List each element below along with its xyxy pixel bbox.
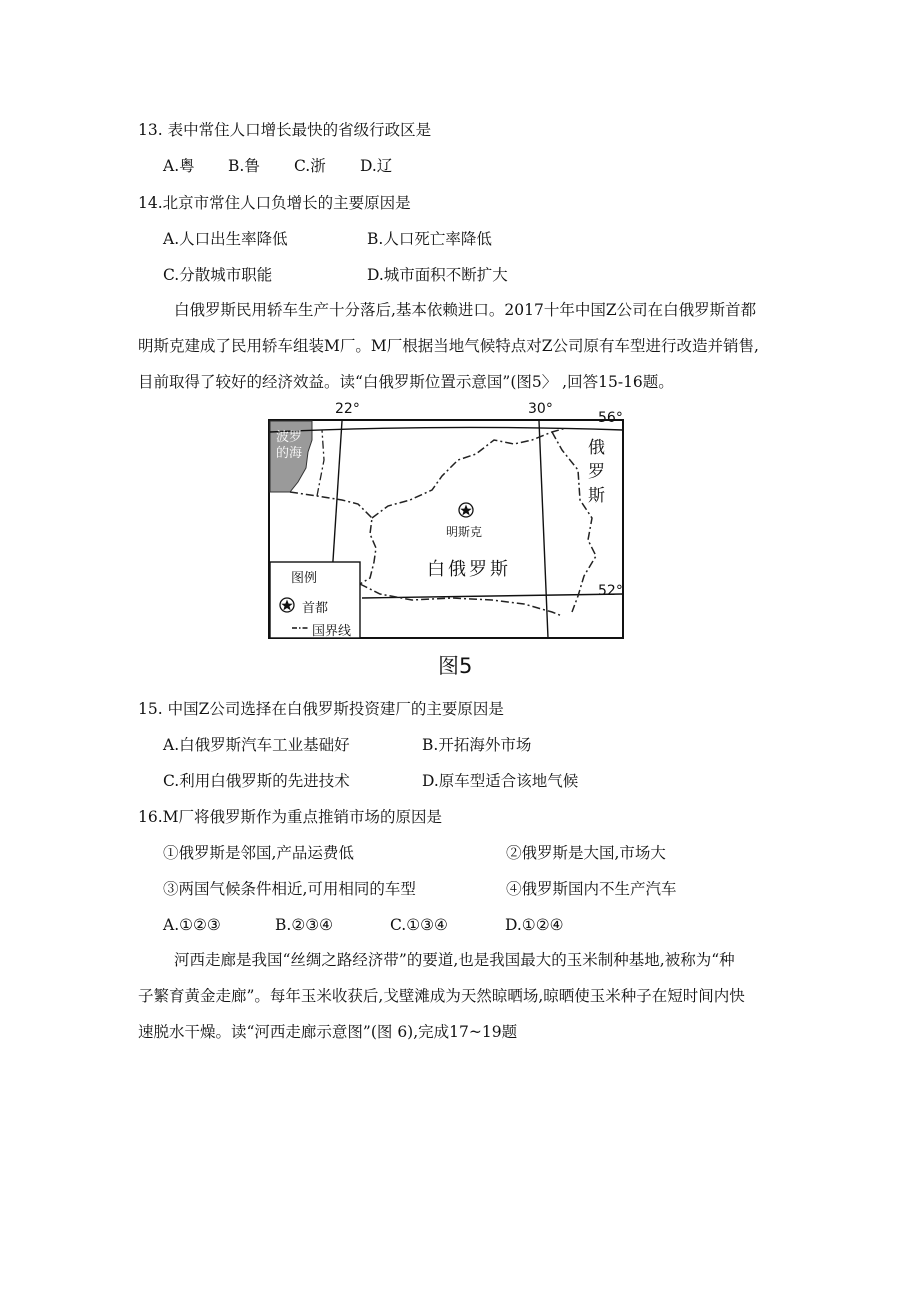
q16-item-1: ①俄罗斯是邻国,产品运费低 [163, 844, 354, 862]
capital-label: 明斯克 [446, 525, 483, 539]
passage-hexi [138, 942, 808, 1050]
map-svg [262, 400, 632, 685]
q14-option-b: B.人口死亡率降低 [367, 230, 492, 248]
legend-capital-label: 首都 [302, 601, 329, 616]
passage-belarus-line-1: 白俄罗斯民用轿车生产十分落后,基本依赖进口。2017十年中国Z公司在白俄罗斯首都 [174, 301, 757, 319]
q16-item-2: ②俄罗斯是大国,市场大 [506, 844, 666, 862]
q15-option-a: A.白俄罗斯汽车工业基础好 [163, 736, 350, 754]
q13-option-b: B.鲁 [228, 157, 260, 175]
figure-caption: 图5 [438, 654, 473, 678]
baltic-sea-label [276, 430, 302, 462]
russia-label-char-2: 罗 [588, 462, 605, 482]
legend-border-label: 国界线 [312, 624, 352, 639]
lat-label-56: 56° [598, 410, 623, 426]
passage-belarus [138, 292, 808, 400]
q13-option-a: A.粤 [163, 157, 195, 175]
q16-option-d: D.①②④ [505, 916, 564, 934]
q13-option-d: D.辽 [360, 157, 393, 175]
q15-option-d: D.原车型适合该地气候 [422, 772, 579, 790]
lon-label-30: 30° [528, 401, 553, 417]
passage-belarus-line-2: 明斯克建成了民用轿车组装M厂。M厂根据当地气候特点对Z公司原有车型进行改造并销售, [138, 337, 759, 355]
country-label: 白俄罗斯 [427, 559, 511, 580]
q16-item-4: ④俄罗斯国内不生产汽车 [506, 880, 677, 898]
q16-option-a: A.①②③ [163, 916, 221, 934]
q16-stem: 16.M厂将俄罗斯作为重点推销市场的原因是 [138, 808, 443, 826]
q14-option-c: C.分散城市职能 [163, 266, 273, 284]
baltic-sea-label-line-1: 波罗 [276, 430, 303, 445]
q14-stem: 14.北京市常住人口负增长的主要原因是 [138, 194, 411, 212]
lon-label-22: 22° [335, 401, 360, 417]
baltic-sea-label-line-2: 的海 [276, 446, 303, 461]
q14-option-d: D.城市面积不断扩大 [367, 266, 508, 284]
legend-title: 图例 [291, 571, 318, 586]
q16-option-c: C.①③④ [390, 916, 448, 934]
lat-label-52: 52° [598, 583, 623, 599]
russia-label-char-1: 俄 [588, 438, 605, 458]
q13-stem: 13. 表中常住人口增长最快的省级行政区是 [138, 121, 432, 139]
q16-option-b: B.②③④ [275, 916, 334, 934]
q15-stem: 15. 中国Z公司选择在白俄罗斯投资建厂的主要原因是 [138, 700, 504, 718]
passage-hexi-line-1: 河西走廊是我国“丝绸之路经济带”的要道,也是我国最大的玉米制种基地,被称为“种 [174, 951, 735, 969]
legend-star-icon [280, 598, 294, 612]
passage-belarus-line-3: 目前取得了较好的经济效益。读“白俄罗斯位置示意国”(图5〉 ,回答15-16题。 [138, 373, 674, 391]
q13-option-c: C.浙 [294, 157, 326, 175]
q15-option-c: C.利用白俄罗斯的先进技术 [163, 772, 350, 790]
q14-option-a: A.人口出生率降低 [163, 230, 288, 248]
russia-label-char-3: 斯 [588, 486, 605, 506]
passage-hexi-line-3: 速脱水干燥。读“河西走廊示意图”(图 6),完成17~19题 [138, 1023, 518, 1041]
q16-item-3: ③两国气候条件相近,可用相同的车型 [163, 880, 416, 898]
q15-option-b: B.开拓海外市场 [422, 736, 532, 754]
passage-hexi-line-2: 子繁育黄金走廊”。每年玉米收获后,戈壁滩成为天然晾晒场,晾晒使玉米种子在短时间内快 [138, 987, 745, 1005]
capital-star-icon [459, 503, 473, 517]
belarus-location-map [262, 400, 632, 685]
russia-label [588, 436, 605, 508]
